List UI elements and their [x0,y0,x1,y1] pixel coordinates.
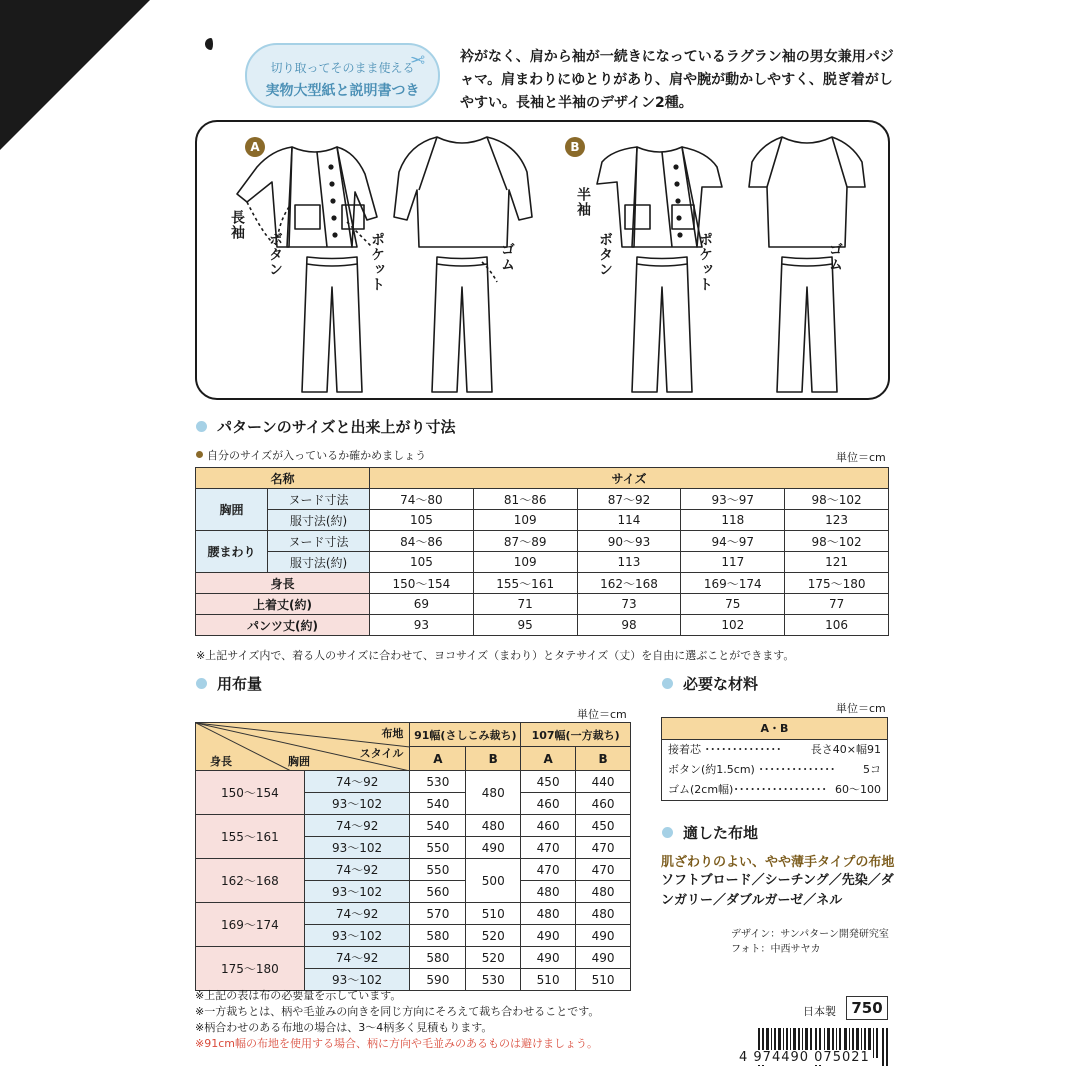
size-table [195,467,889,636]
badge-line1: 切り取ってそのまま使える [270,61,415,75]
a-elastic-label: ゴム [499,242,515,272]
a-pocket-label: ポケット [369,232,385,292]
size-section-title: パターンのサイズと出来上がり寸法 [196,416,456,437]
section-dot-icon [196,421,207,432]
b-button-label: ボタン [597,232,613,277]
badge-line2: 実物大型紙と説明書つき [265,83,420,99]
col-name: 名称 [196,468,370,489]
illustration-panel [195,120,890,400]
design-credit: デザイン：サンパターン開発研究室 [731,929,889,940]
materials-title: 必要な材料 [662,673,758,694]
size-check-note: 自分のサイズが入っているか確かめましょう [196,447,426,463]
logo-underline [193,60,223,63]
col-size: サイズ [370,468,889,489]
material-item: ボタン(約1.5cm) ･･････････････ 5コ [668,763,881,776]
table-row: 服寸法(約) 105 109 114 118 123 [196,510,889,531]
size-footnote: ※上記サイズ内で、着る人のサイズに合わせて、ヨコサイズ（まわり）とタテサイズ（丈）を自由に選ぶことができます。 [196,649,795,662]
table-row: 155〜161 74〜92 540 480 460 450 [196,815,631,837]
fabric-amount-title: 用布量 [196,673,262,694]
table-corner-header: 布地 スタイル 身長 胸囲 [196,723,410,771]
corner-triangle [0,0,150,150]
table-row: 上着丈(約) 69 71 73 75 77 [196,594,889,615]
fabric-unit: 単位＝cm [577,708,627,721]
fabric-notes: ※上記の表は布の必要量を示しています。 ※一方裁ちとは、柄や毛並みの向きを同じ方向にそろえて裁ち合わせることです。 ※柄合わせのある布地の場合は、3〜4柄多く見積もります。 ※91cm幅の布地を使用する場合、柄に方向や毛並みのあるものは避けましょう。 [195,989,600,1050]
b-elastic-label: ゴム [827,242,843,272]
size-unit: 単位＝cm [836,451,886,464]
row-group: 胸囲 [196,489,268,531]
section-dot-icon [662,827,673,838]
price-box: 750 [846,996,888,1020]
bullet-icon [196,451,203,458]
table-row: 93〜102 590 530 510 510 [196,969,631,991]
material-item: 接着芯 ･･････････････ 長さ40×幅91 [668,743,881,756]
materials-box: A・B 接着芯 ･･････････････ 長さ40×幅91 ボタン(約1.5cm) ･･････････････ 5コ ゴム(2cm幅)･････････････････ 60〜100 [661,717,888,801]
table-row: 93〜102 540 460 460 [196,793,631,815]
fabric-amount-table: 布地 スタイル 身長 胸囲 91幅(さしこみ裁ち) 107幅(一方裁ち) A B A B 150〜154 74〜92 530 480 450 440 93〜102 540 460 460 155〜161 74〜92 540 480 460 450 93〜102 550 490 470 470 162〜168 74〜92 550 500 470 470 93〜102 560 480 480 169〜174 74〜92 570 510 480 480 93〜102 580 520 490 490 175〜180 74〜92 580 520 490 490 93〜102 590 530 510 510 [195,722,631,991]
table-row: 腰まわり ヌード寸法 84〜86 87〜89 90〜93 94〜97 98〜102 [196,531,889,552]
fabric-type-title: 適した布地 [662,822,758,843]
materials-unit: 単位＝cm [836,702,886,715]
table-row: 93〜102 550 490 470 470 [196,837,631,859]
intro-text: 衿がなく、肩から袖が一続きになっているラグラン袖の男女兼用パジャマ。肩まわりにゆとりがあり、肩や腕が動かしやすく、脱ぎ着がしやすい。長袖と半袖のデザイン2種。 [460,49,894,111]
a-button-label: ボタン [267,232,283,277]
pattern-number: 7502 [196,13,233,28]
section-dot-icon [662,678,673,689]
table-row: パンツ丈(約) 93 95 98 102 106 [196,615,889,636]
table-row: 162〜168 74〜92 550 500 470 470 [196,859,631,881]
b-sleeve-label: 半袖 [575,187,591,217]
row-group: 腰まわり [196,531,268,573]
table-row: 身長 150〜154 155〜161 162〜168 169〜174 175〜180 [196,573,889,594]
design-b-marker: B [565,137,585,157]
brand-logo-icon [193,30,221,58]
table-row: 169〜174 74〜92 570 510 480 480 [196,903,631,925]
table-row: 93〜102 580 520 490 490 [196,925,631,947]
material-item: ゴム(2cm幅)･････････････････ 60〜100 [668,783,881,796]
pajama-illustration [197,122,892,402]
table-row: 175〜180 74〜92 580 520 490 490 [196,947,631,969]
photo-credit: フォト：中西サヤカ [731,944,821,955]
fabric-lead: 肌ざわりのよい、やや薄手タイプの布地 [661,855,895,870]
table-row: 胸囲 ヌード寸法 74〜80 81〜86 87〜92 93〜97 98〜102 [196,489,889,510]
made-in-label: 日本製 [803,1005,836,1018]
a-sleeve-label: 長袖 [229,210,245,240]
table-row: 150〜154 74〜92 530 480 450 440 [196,771,631,793]
table-row: 93〜102 560 480 480 [196,881,631,903]
fabric-list: ソフトブロード／シーチング／先染／ダンガリー／ダブルガーゼ／ネル [661,873,894,908]
barcode-number: 4 974490 075021 [739,1050,870,1065]
design-a-marker: A [245,137,265,157]
scissors-icon: ✂ [410,48,426,69]
table-row: 服寸法(約) 105 109 113 117 121 [196,552,889,573]
b-pocket-label: ポケット [697,232,713,292]
section-dot-icon [196,678,207,689]
